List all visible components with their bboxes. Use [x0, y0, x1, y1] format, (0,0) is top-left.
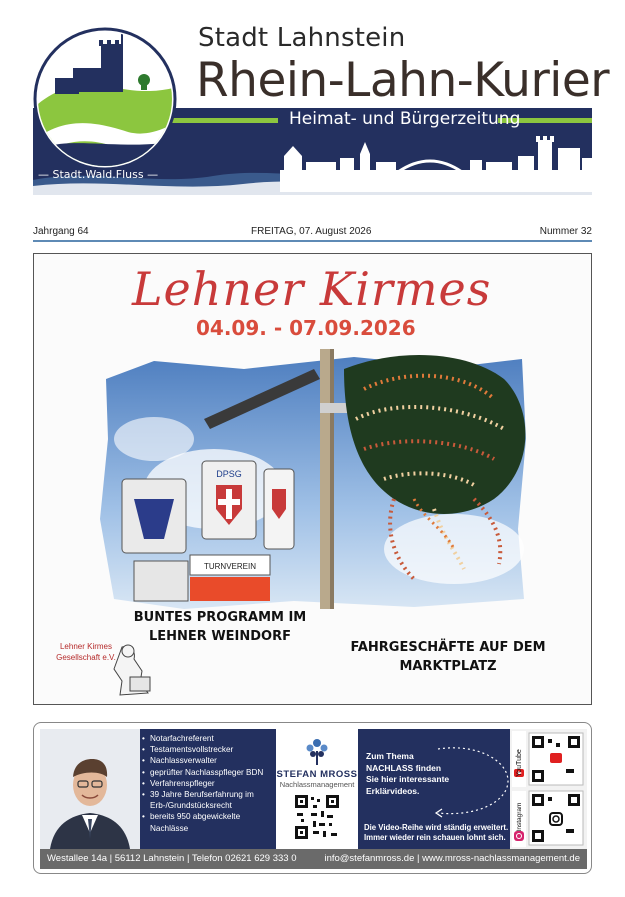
video-info-text: Zum Thema NACHLASS finden Sie hier interessante Erklärvideos. [366, 751, 450, 796]
program-weindorf: BUNTES PROGRAMM IM LEHNER WEINDORF [133, 610, 307, 644]
city-skyline-silhouette [280, 128, 592, 192]
issue-info-line [33, 224, 592, 242]
service-item: • 39 Jahre Berufserfahrung im Erb-/Grundstücksrecht [142, 789, 280, 811]
tree-icon [305, 737, 329, 767]
instagram-icon [514, 831, 524, 841]
ad-panel [40, 729, 587, 849]
svg-text:YouTube: YouTube [516, 749, 523, 777]
service-item: • Nachlassverwalter [142, 755, 280, 766]
ad-contact-links[interactable]: info@stefanmross.de | www.mross-nachlassmanagement.de [324, 853, 580, 864]
qr-code-icon[interactable] [293, 793, 341, 841]
video-series-text: Die Video-Reihe wird ständig erweitert. Immer wieder rein schauen lohnt sich. [364, 823, 509, 842]
svg-text:Instagram: Instagram [516, 802, 523, 832]
poster-dates: 04.09. - 07.09.2026 [196, 316, 416, 340]
service-item: • Notarfachreferent [142, 733, 280, 744]
ad-services-list [142, 733, 280, 834]
service-item: • Verfahrenspfleger [142, 778, 280, 789]
newspaper-name: Rhein-Lahn-Kurier [196, 53, 610, 108]
issue-date: FREITAG, 07. August 2026 [251, 226, 372, 237]
brand-subtitle: Nachlassmanagement [279, 780, 355, 789]
kirmes-poster [33, 253, 592, 705]
masthead [0, 0, 625, 220]
social-qr-panel[interactable] [510, 729, 587, 849]
ad-footer [40, 849, 587, 869]
city-slogan: — Stadt.Wald.Fluss — [38, 168, 159, 181]
issue-volume: Jahrgang 64 [33, 226, 89, 237]
ad-address: Westallee 14a | 56112 Lahnstein | Telefon 02621 629 333 0 [47, 853, 297, 864]
ad-video-box [358, 729, 515, 849]
program-marktplatz: FAHRGESCHÄFTE AUF DEM MARKTPLATZ [350, 640, 546, 674]
ad-brand-box [276, 729, 358, 849]
green-accent-line-left [168, 118, 278, 123]
kirmes-society-name: Lehner Kirmes Gesellschaft e.V. [56, 642, 116, 662]
advertiser-portrait [40, 729, 140, 849]
service-item: • Testamentsvollstrecker [142, 744, 280, 755]
issue-number: Nummer 32 [539, 226, 592, 237]
service-item: • geprüfter Nachlasspfleger BDN [142, 767, 280, 778]
newspaper-subtitle: Heimat- und Bürgerzeitung [289, 109, 521, 129]
service-item: • bereits 950 abgewickelte Nachlässe [142, 811, 280, 833]
city-label: Stadt Lahnstein [198, 23, 406, 53]
svg-text:TURNVEREIN: TURNVEREIN [203, 562, 257, 571]
nachlass-advertisement[interactable] [33, 722, 592, 874]
svg-text:DPSG: DPSG [216, 469, 242, 479]
brand-name: STEFAN MROSS [276, 769, 358, 780]
poster-title: Lehner Kirmes [132, 262, 492, 316]
kirmes-photo [94, 349, 534, 614]
city-logo [33, 24, 177, 174]
